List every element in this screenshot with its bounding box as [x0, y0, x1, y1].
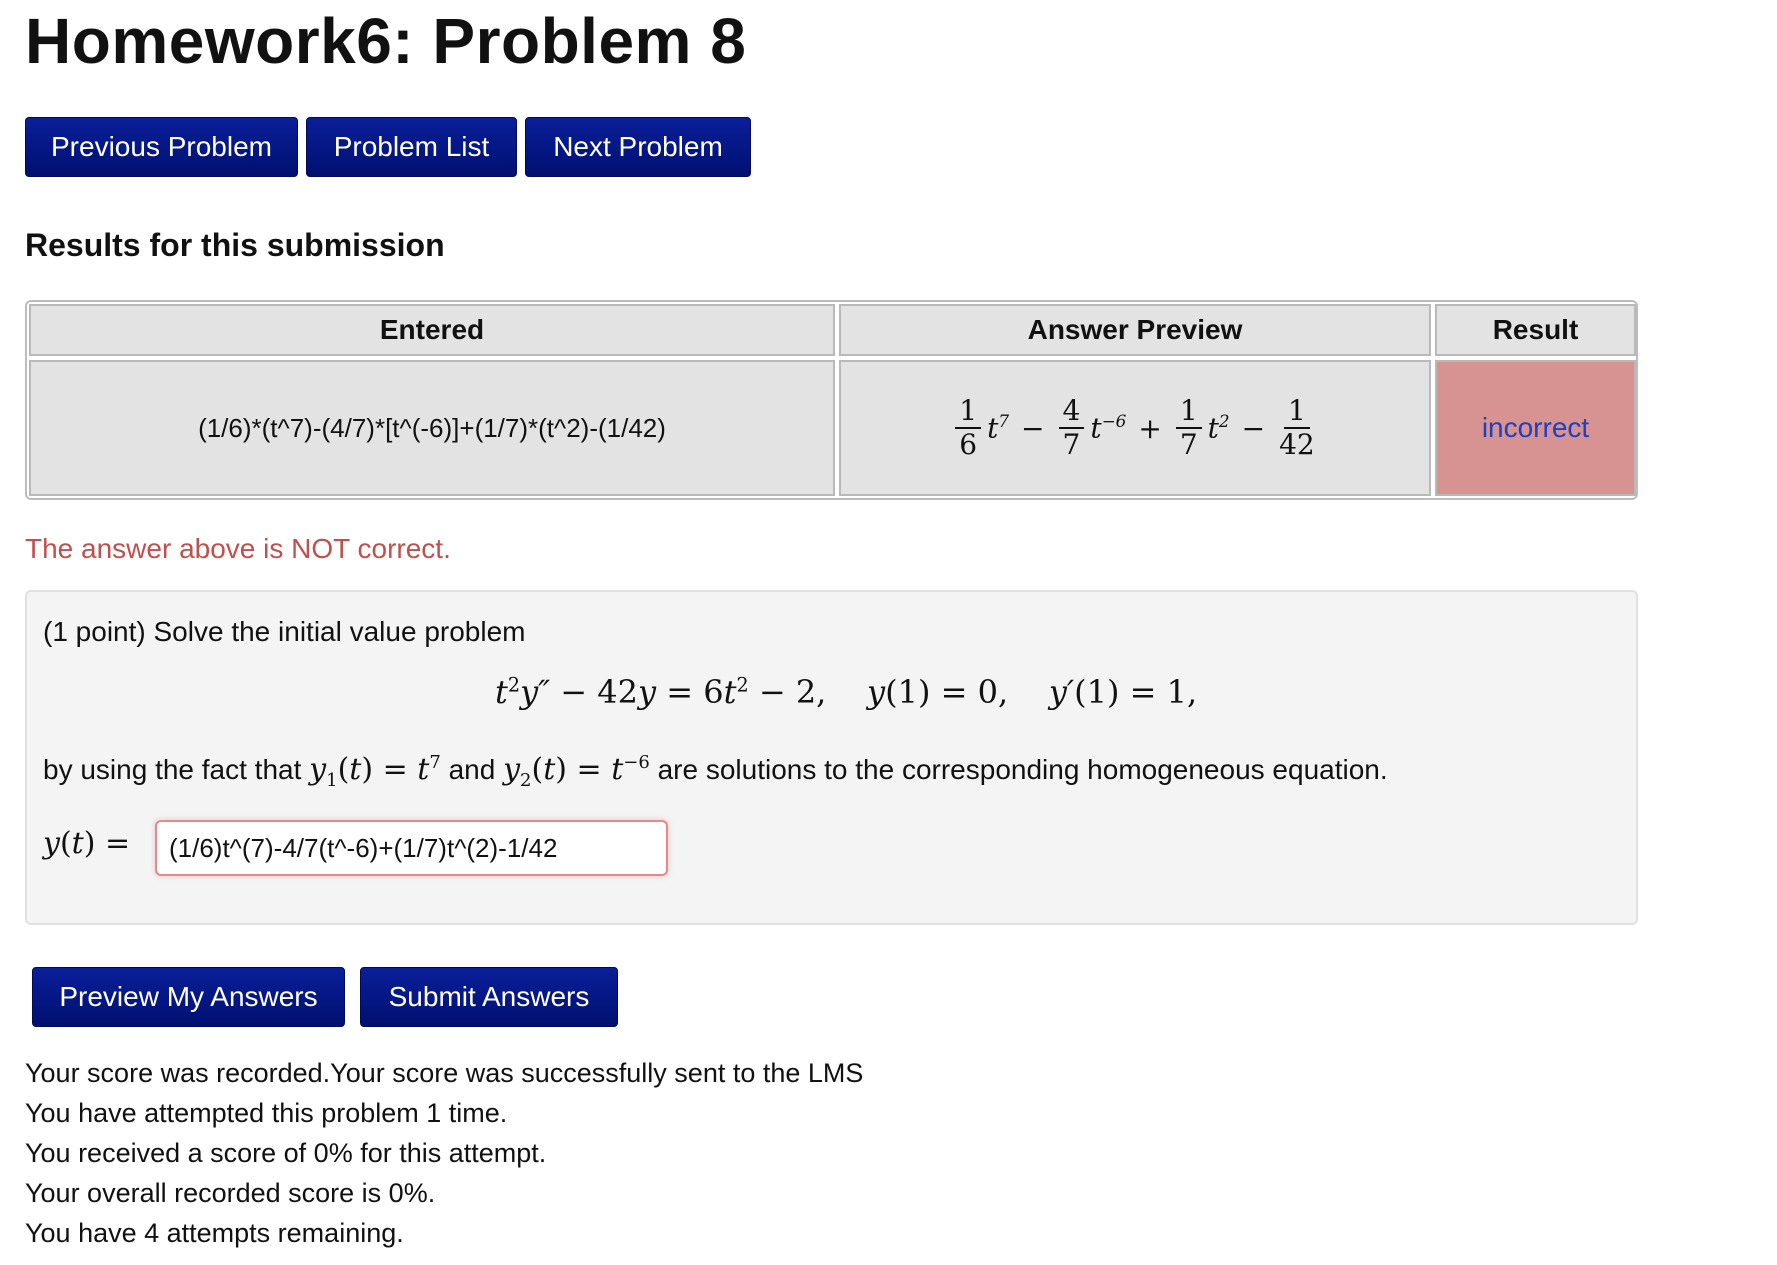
status-remaining: You have 4 attempts remaining. [25, 1218, 404, 1248]
preview-answers-button[interactable]: Preview My Answers [32, 967, 345, 1027]
fact-prefix: by using the fact that [43, 754, 302, 785]
result-status: incorrect [1481, 412, 1590, 443]
result-cell [1435, 360, 1636, 496]
header-answer-preview: Answer Preview [839, 304, 1431, 356]
status-attempts: You have attempted this problem 1 time. [25, 1098, 508, 1128]
answer-preview-math: $\frac{1}{6}$ $t^7$ − $\frac{4}{7}$ $t^{-6}$ + $\frac{1}{7}$ $t^2$ − $\frac{1}{42}$ [953, 397, 1316, 459]
fact-and: and [448, 754, 496, 785]
answer-input[interactable] [155, 820, 668, 876]
results-heading: Results for this submission [25, 227, 445, 263]
next-problem-button[interactable]: Next Problem [525, 117, 751, 177]
status-overall-score: Your overall recorded score is 0%. [25, 1178, 436, 1208]
problem-equation: $t^2y'' - 42y = 6t^2 - 2$, y(1) = 0, y′(1) = 1, [495, 673, 1198, 711]
verdict-text: The answer above is NOT correct. [25, 533, 451, 564]
problem-fact [43, 752, 1388, 791]
submit-answers-button[interactable]: Submit Answers [360, 967, 618, 1027]
y2-expression: $y_2(t) = t^{-6}$ [503, 752, 650, 791]
answer-label: y(t) = [43, 826, 131, 861]
fact-suffix: are solutions to the corresponding homogeneous equation. [657, 754, 1388, 785]
problem-list-button[interactable]: Problem List [306, 117, 517, 177]
status-recorded: Your score was recorded.Your score was successfully sent to the LMS [25, 1058, 864, 1088]
header-result: Result [1435, 304, 1636, 356]
y1-expression: $y_1(t) = t^7$ [309, 752, 441, 791]
previous-problem-button[interactable]: Previous Problem [25, 117, 298, 177]
answer-preview-cell [839, 360, 1431, 496]
entered-cell [29, 360, 835, 496]
status-score-attempt: You received a score of 0% for this attempt. [25, 1138, 547, 1168]
problem-intro: (1 point) Solve the initial value problem [43, 616, 526, 647]
page-title: Homework6: Problem 8 [25, 5, 747, 77]
results-table [25, 300, 1638, 500]
entered-answer: (1/6)*(t^7)-(4/7)*[t^(-6)]+(1/7)*(t^2)-(1/42) [198, 412, 666, 443]
header-entered: Entered [29, 304, 835, 356]
